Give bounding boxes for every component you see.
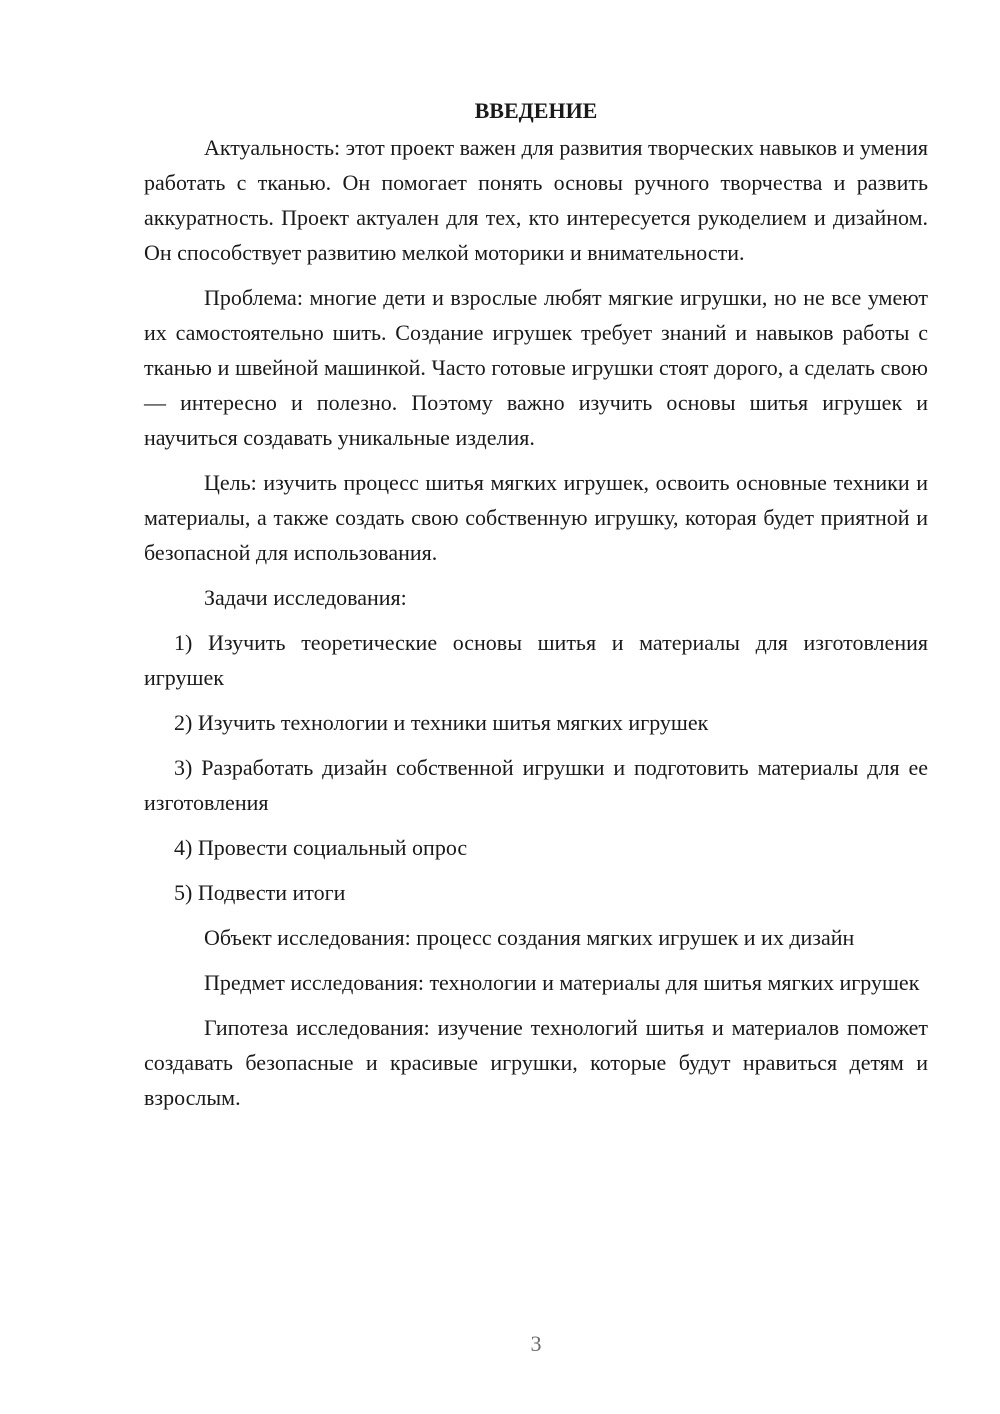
object-paragraph: Объект исследования: процесс создания мягких игрушек и их дизайн bbox=[204, 925, 855, 950]
hypothesis-paragraph: Гипотеза исследования: изучение технологий шитья и материалов поможет создавать безопасные и красивые игрушки, которые будут нравиться детям и взрослым. bbox=[144, 1015, 928, 1110]
problem-paragraph: Проблема: многие дети и взрослые любят мягкие игрушки, но не все умеют их самостоятельно шить. Создание игрушек требует знаний и навыков работы с тканью и швейной машинкой. Часто готовые игрушки стоят дорого, а сделать свою — интересно и полезно. Поэтому важно изучить основы шитья игрушек и научиться создавать уникальные изделия. bbox=[144, 285, 928, 450]
tasks-heading: Задачи исследования: bbox=[204, 585, 407, 610]
subject-paragraph: Предмет исследования: технологии и материалы для шитья мягких игрушек bbox=[204, 970, 920, 995]
relevance-paragraph: Актуальность: этот проект важен для развития творческих навыков и умения работать с тканью. Он помогает понять основы ручного творчества и развить аккуратность. Проект актуален для тех, кто интересуется рукоделием и дизайном. Он способствует развитию мелкой моторики и внимательности. bbox=[144, 135, 928, 265]
task-item-2: 2) Изучить технологии и техники шитья мягких игрушек bbox=[174, 710, 709, 735]
task-item-5: 5) Подвести итоги bbox=[174, 880, 346, 905]
goal-paragraph: Цель: изучить процесс шитья мягких игрушек, освоить основные техники и материалы, а также создать свою собственную игрушку, которая будет приятной и безопасной для использования. bbox=[144, 470, 928, 565]
task-item-1: 1) Изучить теоретические основы шитья и материалы для изготовления игрушек bbox=[144, 630, 928, 690]
page-number: 3 bbox=[530, 1331, 542, 1356]
document-body bbox=[144, 93, 928, 1125]
page-title: ВВЕДЕНИЕ bbox=[474, 98, 598, 123]
task-item-4: 4) Провести социальный опрос bbox=[174, 835, 468, 860]
task-item-3: 3) Разработать дизайн собственной игрушки и подготовить материалы для ее изготовления bbox=[144, 755, 928, 815]
